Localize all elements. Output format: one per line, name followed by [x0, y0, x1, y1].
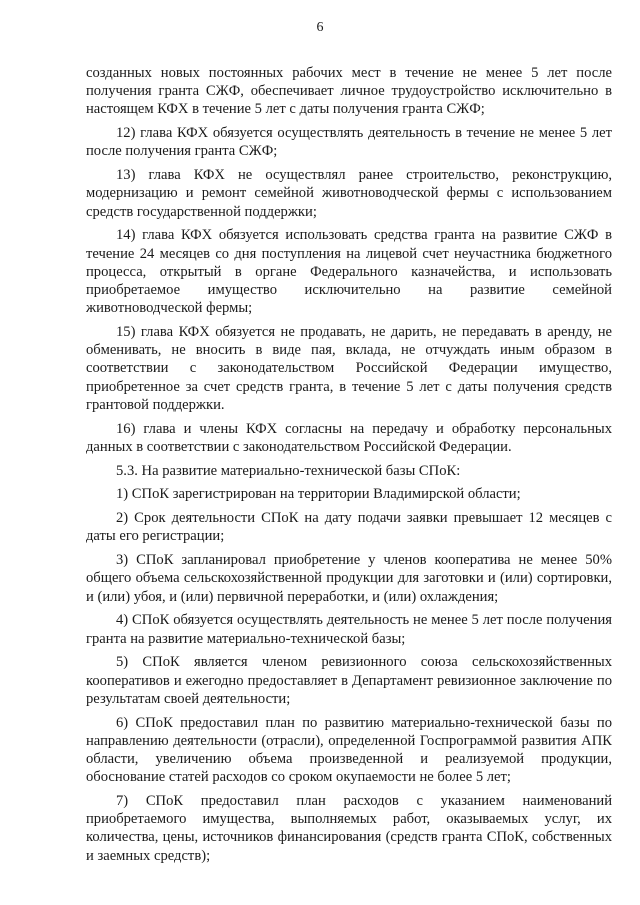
section-5-3-heading: 5.3. На развитие материально-технической базы СПоК:: [116, 462, 461, 479]
paragraph-15: 15) глава КФХ обязуется не продавать, не дарить, не передавать в аренду, не обменивать, не вносить в виде пая, вклада, не отчуждать иным образом в соответствии с законодательством Российской Федерации имущество, приобретенное за счет средств гранта, в течение 5 лет с даты получения средств грантовой поддержки.: [86, 324, 612, 413]
paragraph-11-continuation: созданных новых постоянных рабочих мест в течение не менее 5 лет после получения гранта СЖФ, обеспечивает личное трудоустройство исключительно в настоящем КФХ в течение 5 лет с даты получения гранта СЖФ;: [86, 65, 612, 118]
paragraph-12: 12) глава КФХ обязуется осуществлять деятельность в течение не менее 5 лет после получения гранта СЖФ;: [86, 125, 612, 160]
spok-item-5: 5) СПоК является членом ревизионного союза сельскохозяйственных кооперативов и ежегодно предоставляет в Департамент ревизионное заключение по результатам своей деятельности;: [86, 654, 612, 707]
paragraph-16: 16) глава и члены КФХ согласны на передачу и обработку персональных данных в соответствии с законодательством Российской Федерации.: [86, 420, 612, 455]
spok-item-3: 3) СПоК запланировал приобретение у членов кооператива не менее 50% общего объема сельскохозяйственной продукции для заготовки и (или) сортировки, и (или) убоя, и (или) первичной переработки, и (или) охлаждения;: [86, 552, 612, 605]
spok-item-4: 4) СПоК обязуется осуществлять деятельность не менее 5 лет после получения гранта на развитие материально-технической базы;: [86, 612, 612, 647]
spok-item-6: 6) СПоК предоставил план по развитию материально-технической базы по направлению деятельности (отрасли), определенной Госпрограммой развития АПК области, увеличению объема произведенной и реализуемой продукции, обоснование статей расходов со сроком окупаемости не более 5 лет;: [86, 714, 612, 786]
spok-item-2: 2) Срок деятельности СПоК на дату подачи заявки превышает 12 месяцев с даты его регистрации;: [86, 510, 612, 545]
paragraph-13: 13) глава КФХ не осуществлял ранее строительство, реконструкцию, модернизацию и ремонт семейной животноводческой фермы с использованием средств государственной поддержки;: [86, 167, 612, 220]
spok-item-1: 1) СПоК зарегистрирован на территории Владимирской области;: [116, 486, 521, 503]
page-number: 6: [316, 20, 324, 35]
spok-item-7: 7) СПоК предоставил план расходов с указанием наименований приобретаемого имущества, выполняемых работ, оказываемых услуг, их количества, цены, источников финансирования (средств гранта СПоК, собственных и заемных средств);: [86, 793, 612, 864]
paragraph-14: 14) глава КФХ обязуется использовать средства гранта на развитие СЖФ в течение 24 месяцев со дня поступления на лицевой счет неучастника бюджетного процесса, открытый в органе Федерального казначейства, и использовать приобретаемое имущество исключительно на развитие семейной животноводческой фермы;: [86, 227, 612, 317]
document-body: [86, 64, 612, 870]
